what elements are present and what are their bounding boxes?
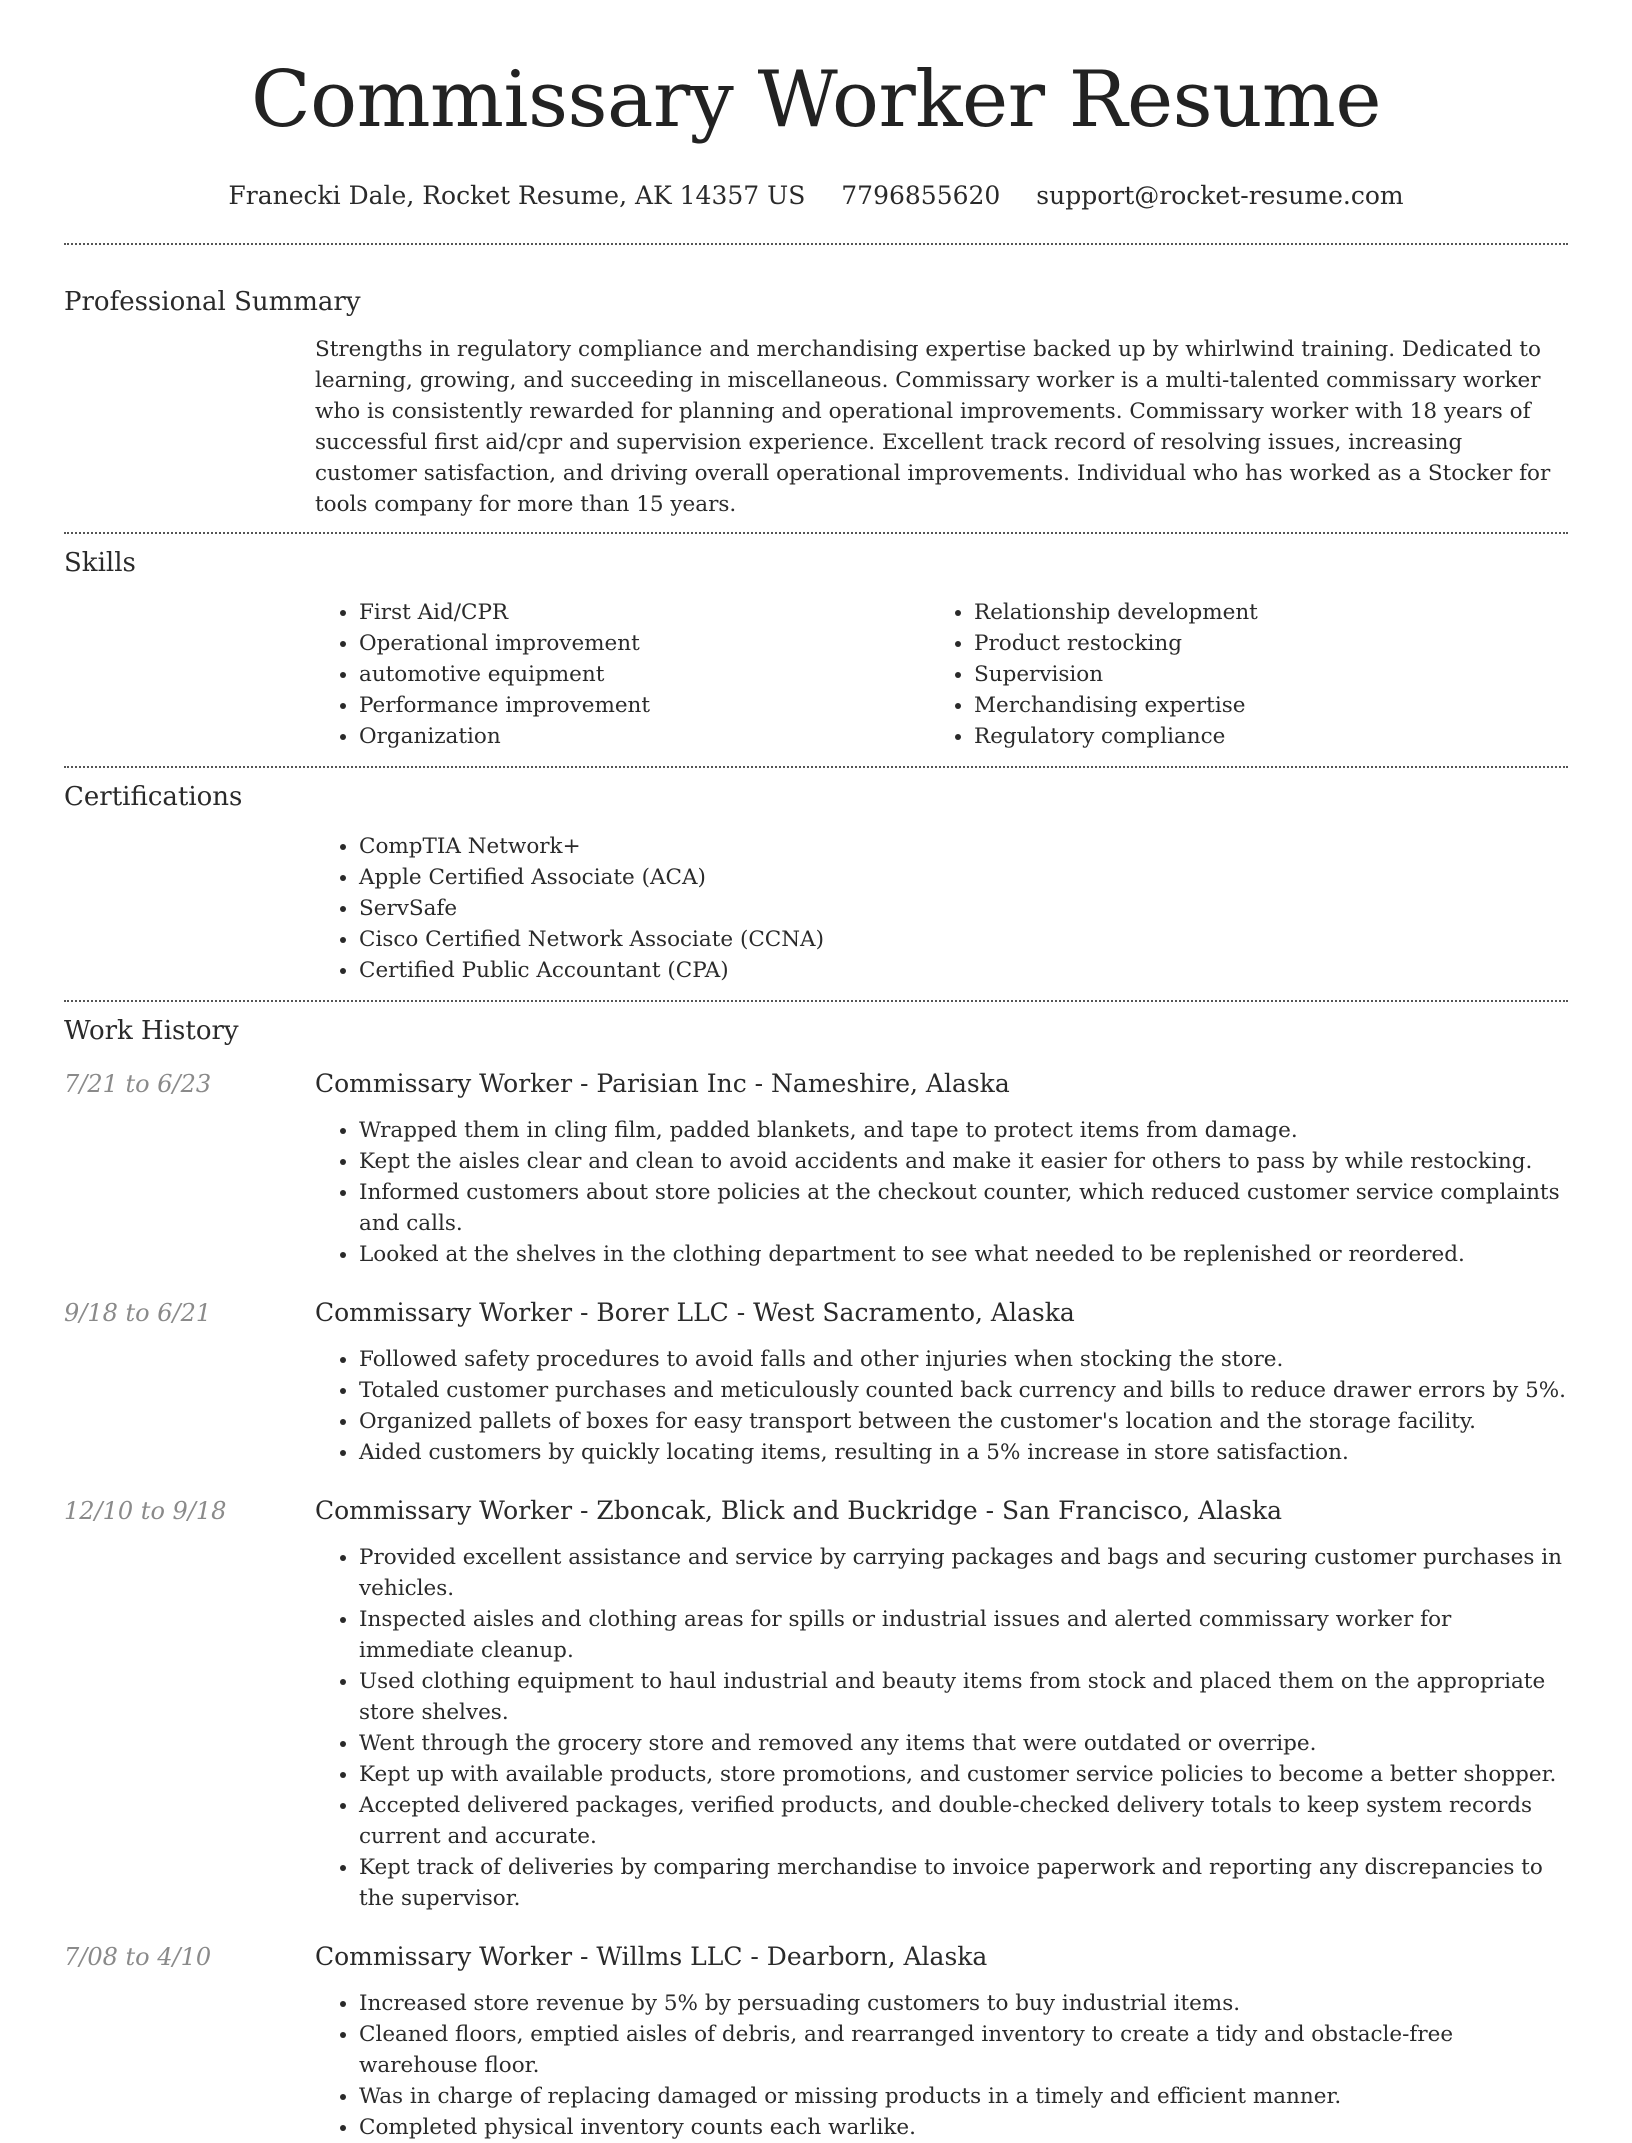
job-dates: 9/18 to 6/21 <box>64 1299 212 1327</box>
job-bullet: • Aided customers by quickly locating items, resulting in a 5% increase in store satisfaction. <box>359 1437 1568 1468</box>
job-dates: 7/08 to 4/10 <box>64 1943 212 1971</box>
resume-title: Commissary Worker Resume <box>250 55 1382 145</box>
job-bullet: • Kept track of deliveries by comparing merchandise to invoice paperwork and reporting any discrepancies to the supervisor. <box>359 1852 1568 1914</box>
divider <box>64 1000 1568 1002</box>
skill-item: • Organization <box>359 721 930 752</box>
job-bullets <box>315 1115 1568 1270</box>
certification-item: • Apple Certified Associate (ACA) <box>359 862 1568 893</box>
skill-item: • Product restocking <box>974 628 1545 659</box>
job-bullet: • Organized pallets of boxes for easy transport between the customer's location and the storage facility. <box>359 1406 1568 1437</box>
job-bullet: • Wrapped them in cling film, padded blankets, and tape to protect items from damage. <box>359 1115 1568 1146</box>
summary-text: Strengths in regulatory compliance and merchandising expertise backed up by whirlwind training. Dedicated to learning, growing, and succeeding in miscellaneous. Commissary worker is a multi-talented commissary worker who is consistently rewarded for planning and operational improvements. Commissary worker with 18 years of successful first aid/cpr and supervision experience. Excellent track record of resolving issues, increasing customer satisfaction, and driving overall operational improvements. Individual who has worked as a Stocker for tools company for more than 15 years. <box>315 337 1551 517</box>
job-bullet: • Kept the aisles clear and clean to avoid accidents and make it easier for others to pass by while restocking. <box>359 1146 1568 1177</box>
job-bullet: • Was in charge of replacing damaged or missing products in a timely and efficient manner. <box>359 2081 1568 2112</box>
skill-item: • Regulatory compliance <box>974 721 1545 752</box>
job-bullet: • Followed safety procedures to avoid falls and other injuries when stocking the store. <box>359 1344 1568 1375</box>
certification-item: • Cisco Certified Network Associate (CCNA) <box>359 924 1568 955</box>
divider <box>64 243 1568 245</box>
job-title: Commissary Worker - Zboncak, Blick and Buckridge - San Francisco, Alaska <box>315 1496 1283 1525</box>
skills-column-left <box>315 597 930 752</box>
job-bullet: • Totaled customer purchases and meticulously counted back currency and bills to reduce drawer errors by 5%. <box>359 1375 1568 1406</box>
skill-item: • automotive equipment <box>359 659 930 690</box>
skill-item: • Operational improvement <box>359 628 930 659</box>
work-history-heading: Work History <box>64 1016 239 1046</box>
certifications-items <box>315 831 1568 986</box>
job-bullet: • Accepted delivered packages, verified products, and double-checked delivery totals to keep system records current and accurate. <box>359 1790 1568 1852</box>
job-bullet: • Cleaned floors, emptied aisles of debris, and rearranged inventory to create a tidy and obstacle-free warehouse floor. <box>359 2019 1568 2081</box>
job-bullet: • Inspected aisles and clothing areas for spills or industrial issues and alerted commissary worker for immediate cleanup. <box>359 1604 1568 1666</box>
job-bullet: • Provided excellent assistance and service by carrying packages and bags and securing customer purchases in vehicles. <box>359 1542 1568 1604</box>
summary-heading: Professional Summary <box>64 287 361 317</box>
job-bullets <box>315 1344 1568 1468</box>
contact-address: Franecki Dale, Rocket Resume, AK 14357 US <box>228 181 806 210</box>
skill-item: • Performance improvement <box>359 690 930 721</box>
job-bullet: • Kept up with available products, store promotions, and customer service policies to become a better shopper. <box>359 1759 1568 1790</box>
job-header <box>64 1297 1568 1329</box>
contact-line <box>64 180 1568 212</box>
job-bullet: • Completed physical inventory counts each warlike. <box>359 2112 1568 2143</box>
job-header <box>64 1941 1568 1973</box>
resume-page <box>64 0 1568 2143</box>
job-header <box>64 1068 1568 1100</box>
job-bullet: • Went through the grocery store and removed any items that were outdated or overripe. <box>359 1728 1568 1759</box>
job-bullet: • Looked at the shelves in the clothing department to see what needed to be replenished or reordered. <box>359 1239 1568 1270</box>
job-header <box>64 1495 1568 1527</box>
certification-item: • CompTIA Network+ <box>359 831 1568 862</box>
job-bullet: • Informed customers about store policies at the checkout counter, which reduced customer service complaints and calls. <box>359 1177 1568 1239</box>
job-title: Commissary Worker - Borer LLC - West Sacramento, Alaska <box>315 1298 1075 1327</box>
job-bullet: • Used clothing equipment to haul industrial and beauty items from stock and placed them on the appropriate store shelves. <box>359 1666 1568 1728</box>
job-bullet: • Increased store revenue by 5% by persuading customers to buy industrial items. <box>359 1988 1568 2019</box>
certification-item: • ServSafe <box>359 893 1568 924</box>
job-entry <box>64 1297 1568 1468</box>
job-entry <box>64 1495 1568 1914</box>
certification-item: • Certified Public Accountant (CPA) <box>359 955 1568 986</box>
divider <box>64 766 1568 768</box>
job-entry <box>64 1941 1568 2143</box>
certifications-list <box>315 831 1568 986</box>
skill-item: • Supervision <box>974 659 1545 690</box>
job-bullets <box>315 1542 1568 1914</box>
job-entry <box>64 1068 1568 1270</box>
contact-phone: 7796855620 <box>841 181 1001 210</box>
divider <box>64 532 1568 534</box>
job-dates: 12/10 to 9/18 <box>64 1497 227 1525</box>
contact-email: support@rocket-resume.com <box>1036 181 1404 210</box>
skill-item: • Relationship development <box>974 597 1545 628</box>
job-dates: 7/21 to 6/23 <box>64 1070 212 1098</box>
skills-column-right <box>930 597 1545 752</box>
job-title: Commissary Worker - Willms LLC - Dearborn, Alaska <box>315 1942 988 1971</box>
skills-list <box>315 597 1568 752</box>
job-title: Commissary Worker - Parisian Inc - Nameshire, Alaska <box>315 1069 1010 1098</box>
skills-heading: Skills <box>64 548 136 578</box>
certifications-heading: Certifications <box>64 782 243 812</box>
skill-item: • First Aid/CPR <box>359 597 930 628</box>
job-bullets <box>315 1988 1568 2143</box>
skill-item: • Merchandising expertise <box>974 690 1545 721</box>
